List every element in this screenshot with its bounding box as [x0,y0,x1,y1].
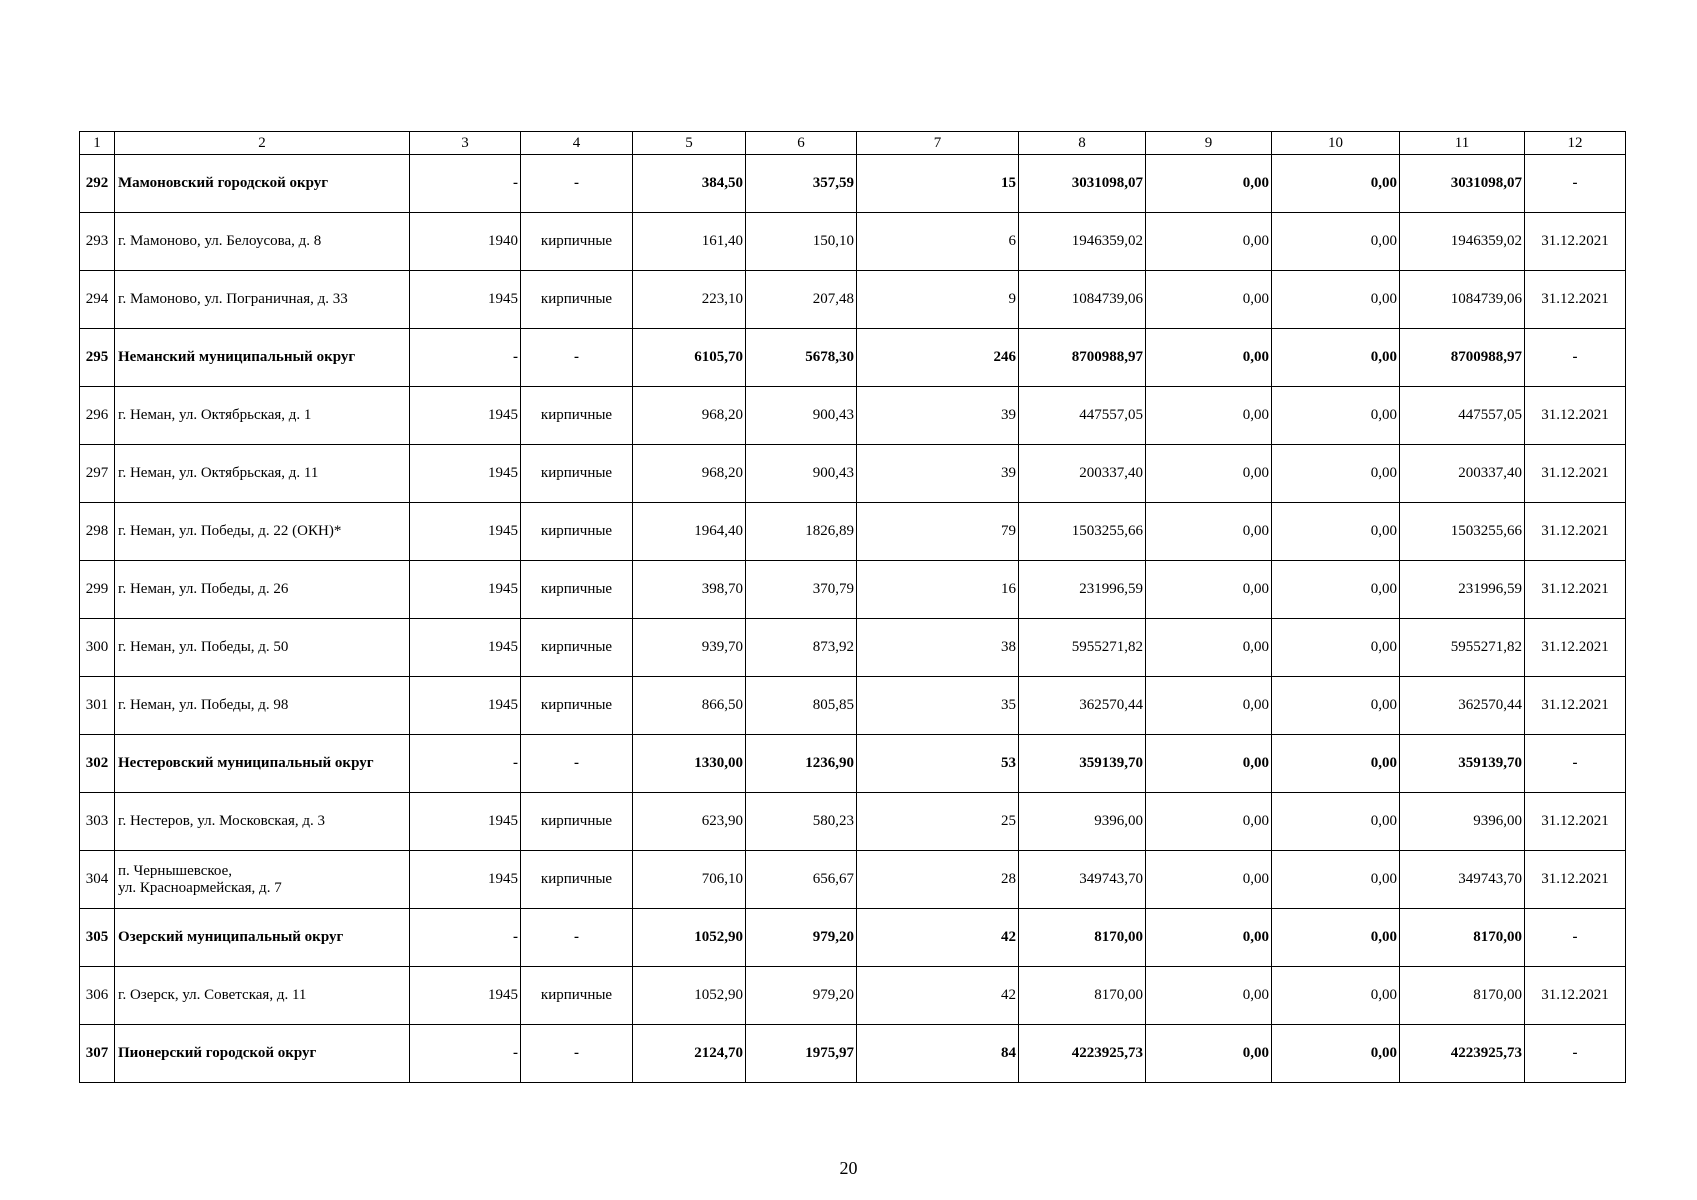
cell-col-residents: 79 [857,503,1019,561]
cell-col-area-total: 623,90 [633,793,746,851]
cell-col-index: 304 [80,851,115,909]
cell-col-index: 305 [80,909,115,967]
cell-col-cost-total: 8170,00 [1019,967,1146,1025]
cell-col-area-living: 5678,30 [746,329,857,387]
cell-col-cost-other: 0,00 [1272,967,1400,1025]
cell-col-area-total: 161,40 [633,213,746,271]
header-col-year: 3 [410,132,521,155]
cell-col-area-total: 1964,40 [633,503,746,561]
header-col-material: 4 [521,132,633,155]
cell-col-material: кирпичные [521,677,633,735]
cell-col-cost-fund: 0,00 [1146,561,1272,619]
cell-col-index: 295 [80,329,115,387]
cell-col-address: г. Озерск, ул. Советская, д. 11 [115,967,410,1025]
cell-col-cost-fund: 0,00 [1146,1025,1272,1083]
cell-col-deadline: 31.12.2021 [1525,677,1626,735]
cell-col-area-living: 805,85 [746,677,857,735]
cell-col-area-total: 398,70 [633,561,746,619]
cell-col-cost-total: 9396,00 [1019,793,1146,851]
cell-col-cost-local: 200337,40 [1400,445,1525,503]
cell-col-residents: 9 [857,271,1019,329]
header-col-cost-fund: 9 [1146,132,1272,155]
cell-col-year: 1945 [410,793,521,851]
cell-col-address: Неманский муниципальный округ [115,329,410,387]
cell-col-material: кирпичные [521,445,633,503]
cell-col-year: 1945 [410,561,521,619]
cell-col-material: - [521,155,633,213]
cell-col-cost-other: 0,00 [1272,909,1400,967]
cell-col-cost-total: 200337,40 [1019,445,1146,503]
cell-col-cost-fund: 0,00 [1146,619,1272,677]
cell-col-area-living: 207,48 [746,271,857,329]
table-row [80,213,1626,271]
cell-col-cost-total: 349743,70 [1019,851,1146,909]
cell-col-area-living: 900,43 [746,387,857,445]
cell-col-area-living: 979,20 [746,909,857,967]
cell-col-address: г. Неман, ул. Победы, д. 50 [115,619,410,677]
table-row [80,445,1626,503]
cell-col-cost-total: 1084739,06 [1019,271,1146,329]
cell-col-material: кирпичные [521,619,633,677]
cell-col-area-total: 384,50 [633,155,746,213]
cell-col-cost-other: 0,00 [1272,329,1400,387]
cell-col-area-total: 1330,00 [633,735,746,793]
cell-col-cost-fund: 0,00 [1146,851,1272,909]
cell-col-residents: 42 [857,967,1019,1025]
cell-col-residents: 39 [857,445,1019,503]
cell-col-deadline: 31.12.2021 [1525,271,1626,329]
cell-col-area-living: 580,23 [746,793,857,851]
cell-col-year: - [410,909,521,967]
cell-col-area-total: 968,20 [633,387,746,445]
cell-col-index: 297 [80,445,115,503]
cell-col-cost-local: 8170,00 [1400,967,1525,1025]
cell-col-cost-local: 8170,00 [1400,909,1525,967]
cell-col-area-living: 1975,97 [746,1025,857,1083]
cell-col-cost-total: 5955271,82 [1019,619,1146,677]
cell-col-address: г. Неман, ул. Победы, д. 22 (ОКН)* [115,503,410,561]
cell-col-cost-local: 447557,05 [1400,387,1525,445]
header-col-area-living: 6 [746,132,857,155]
cell-col-cost-local: 9396,00 [1400,793,1525,851]
cell-col-material: кирпичные [521,387,633,445]
cell-col-index: 293 [80,213,115,271]
cell-col-index: 299 [80,561,115,619]
cell-col-address: г. Мамоново, ул. Белоусова, д. 8 [115,213,410,271]
data-table [79,131,1626,1083]
cell-col-cost-other: 0,00 [1272,503,1400,561]
cell-col-cost-fund: 0,00 [1146,503,1272,561]
cell-col-cost-other: 0,00 [1272,445,1400,503]
cell-col-cost-total: 1946359,02 [1019,213,1146,271]
cell-col-cost-total: 8170,00 [1019,909,1146,967]
header-col-cost-local: 11 [1400,132,1525,155]
cell-col-cost-total: 8700988,97 [1019,329,1146,387]
cell-col-cost-other: 0,00 [1272,793,1400,851]
cell-col-material: кирпичные [521,851,633,909]
cell-col-year: 1945 [410,677,521,735]
cell-col-index: 292 [80,155,115,213]
cell-col-cost-total: 4223925,73 [1019,1025,1146,1083]
cell-col-year: - [410,329,521,387]
cell-col-cost-fund: 0,00 [1146,735,1272,793]
cell-col-year: 1945 [410,387,521,445]
cell-col-material: кирпичные [521,503,633,561]
cell-col-index: 294 [80,271,115,329]
cell-col-index: 298 [80,503,115,561]
cell-col-cost-local: 8700988,97 [1400,329,1525,387]
cell-col-area-living: 1826,89 [746,503,857,561]
cell-col-address: г. Неман, ул. Победы, д. 98 [115,677,410,735]
cell-col-area-living: 150,10 [746,213,857,271]
cell-col-material: - [521,1025,633,1083]
cell-col-address: Мамоновский городской округ [115,155,410,213]
cell-col-cost-other: 0,00 [1272,561,1400,619]
cell-col-area-living: 979,20 [746,967,857,1025]
cell-col-cost-other: 0,00 [1272,1025,1400,1083]
table-row [80,387,1626,445]
header-col-area-total: 5 [633,132,746,155]
cell-col-residents: 25 [857,793,1019,851]
cell-col-year: - [410,735,521,793]
cell-col-deadline: 31.12.2021 [1525,793,1626,851]
cell-col-material: кирпичные [521,967,633,1025]
cell-col-deadline: 31.12.2021 [1525,387,1626,445]
cell-col-deadline: 31.12.2021 [1525,619,1626,677]
cell-col-cost-fund: 0,00 [1146,677,1272,735]
cell-col-index: 301 [80,677,115,735]
table-row [80,793,1626,851]
table-row-district-total [80,735,1626,793]
table-row [80,561,1626,619]
cell-col-address: г. Неман, ул. Октябрьская, д. 11 [115,445,410,503]
header-col-cost-total: 8 [1019,132,1146,155]
cell-col-area-total: 1052,90 [633,909,746,967]
cell-col-cost-total: 362570,44 [1019,677,1146,735]
cell-col-residents: 35 [857,677,1019,735]
cell-col-address: г. Неман, ул. Победы, д. 26 [115,561,410,619]
table-row-district-total [80,329,1626,387]
cell-col-index: 303 [80,793,115,851]
cell-col-residents: 15 [857,155,1019,213]
cell-col-area-living: 873,92 [746,619,857,677]
cell-col-material: - [521,909,633,967]
cell-col-year: 1945 [410,503,521,561]
cell-col-cost-other: 0,00 [1272,619,1400,677]
cell-col-cost-local: 5955271,82 [1400,619,1525,677]
cell-col-year: 1945 [410,851,521,909]
cell-col-area-living: 370,79 [746,561,857,619]
header-col-residents: 7 [857,132,1019,155]
header-col-address: 2 [115,132,410,155]
cell-col-year: 1940 [410,213,521,271]
cell-col-deadline: 31.12.2021 [1525,561,1626,619]
header-col-cost-other: 10 [1272,132,1400,155]
cell-col-index: 306 [80,967,115,1025]
cell-col-deadline: 31.12.2021 [1525,967,1626,1025]
cell-col-residents: 53 [857,735,1019,793]
cell-col-residents: 39 [857,387,1019,445]
cell-col-cost-local: 4223925,73 [1400,1025,1525,1083]
cell-col-area-total: 1052,90 [633,967,746,1025]
cell-col-deadline: 31.12.2021 [1525,503,1626,561]
header-row [80,132,1626,155]
cell-col-deadline: 31.12.2021 [1525,851,1626,909]
cell-col-material: кирпичные [521,213,633,271]
cell-col-year: - [410,1025,521,1083]
cell-col-index: 296 [80,387,115,445]
cell-col-area-total: 706,10 [633,851,746,909]
cell-col-cost-local: 231996,59 [1400,561,1525,619]
page-number: 20 [839,1158,858,1178]
cell-col-address: п. Чернышевское, ул. Красноармейская, д. 7 [115,851,410,909]
cell-col-year: 1945 [410,967,521,1025]
table-row [80,271,1626,329]
cell-col-address: Озерский муниципальный округ [115,909,410,967]
cell-col-cost-local: 359139,70 [1400,735,1525,793]
cell-col-area-living: 357,59 [746,155,857,213]
cell-col-index: 307 [80,1025,115,1083]
cell-col-deadline: 31.12.2021 [1525,213,1626,271]
cell-col-cost-fund: 0,00 [1146,155,1272,213]
cell-col-material: кирпичные [521,793,633,851]
cell-col-address: г. Мамоново, ул. Пограничная, д. 33 [115,271,410,329]
cell-col-year: 1945 [410,445,521,503]
cell-col-cost-other: 0,00 [1272,387,1400,445]
cell-col-residents: 38 [857,619,1019,677]
cell-col-cost-total: 447557,05 [1019,387,1146,445]
cell-col-cost-fund: 0,00 [1146,213,1272,271]
cell-col-cost-fund: 0,00 [1146,793,1272,851]
cell-col-cost-other: 0,00 [1272,155,1400,213]
cell-col-cost-other: 0,00 [1272,213,1400,271]
table-row [80,503,1626,561]
table-row-district-total [80,1025,1626,1083]
cell-col-cost-local: 349743,70 [1400,851,1525,909]
cell-col-cost-other: 0,00 [1272,851,1400,909]
cell-col-cost-fund: 0,00 [1146,271,1272,329]
cell-col-material: кирпичные [521,561,633,619]
cell-col-index: 300 [80,619,115,677]
cell-col-deadline: - [1525,155,1626,213]
table-row [80,967,1626,1025]
cell-col-deadline: - [1525,909,1626,967]
cell-col-cost-fund: 0,00 [1146,967,1272,1025]
cell-col-index: 302 [80,735,115,793]
cell-col-cost-other: 0,00 [1272,735,1400,793]
cell-col-cost-total: 1503255,66 [1019,503,1146,561]
cell-col-residents: 246 [857,329,1019,387]
cell-col-cost-local: 3031098,07 [1400,155,1525,213]
cell-col-cost-total: 359139,70 [1019,735,1146,793]
cell-col-cost-other: 0,00 [1272,271,1400,329]
cell-col-material: кирпичные [521,271,633,329]
table-row [80,851,1626,909]
cell-col-address: Пионерский городской округ [115,1025,410,1083]
cell-col-cost-total: 231996,59 [1019,561,1146,619]
table-row-district-total [80,155,1626,213]
cell-col-cost-local: 362570,44 [1400,677,1525,735]
table-row [80,677,1626,735]
table-row-district-total [80,909,1626,967]
cell-col-year: 1945 [410,619,521,677]
cell-col-material: - [521,329,633,387]
cell-col-area-total: 2124,70 [633,1025,746,1083]
cell-col-residents: 6 [857,213,1019,271]
cell-col-area-total: 223,10 [633,271,746,329]
cell-col-cost-local: 1946359,02 [1400,213,1525,271]
table-row [80,619,1626,677]
header-col-index: 1 [80,132,115,155]
cell-col-area-total: 968,20 [633,445,746,503]
cell-col-address: г. Нестеров, ул. Московская, д. 3 [115,793,410,851]
cell-col-cost-total: 3031098,07 [1019,155,1146,213]
cell-col-deadline: - [1525,1025,1626,1083]
cell-col-area-total: 939,70 [633,619,746,677]
cell-col-year: 1945 [410,271,521,329]
cell-col-area-living: 900,43 [746,445,857,503]
cell-col-residents: 16 [857,561,1019,619]
cell-col-address: Нестеровский муниципальный округ [115,735,410,793]
cell-col-area-living: 656,67 [746,851,857,909]
cell-col-area-living: 1236,90 [746,735,857,793]
cell-col-residents: 42 [857,909,1019,967]
cell-col-cost-fund: 0,00 [1146,909,1272,967]
cell-col-residents: 84 [857,1025,1019,1083]
cell-col-deadline: 31.12.2021 [1525,445,1626,503]
table-body [80,155,1626,1083]
cell-col-address: г. Неман, ул. Октябрьская, д. 1 [115,387,410,445]
cell-col-area-total: 866,50 [633,677,746,735]
cell-col-area-total: 6105,70 [633,329,746,387]
cell-col-cost-fund: 0,00 [1146,329,1272,387]
cell-col-cost-local: 1503255,66 [1400,503,1525,561]
header-col-deadline: 12 [1525,132,1626,155]
cell-col-residents: 28 [857,851,1019,909]
cell-col-cost-local: 1084739,06 [1400,271,1525,329]
cell-col-material: - [521,735,633,793]
cell-col-cost-fund: 0,00 [1146,387,1272,445]
cell-col-year: - [410,155,521,213]
cell-col-cost-other: 0,00 [1272,677,1400,735]
cell-col-deadline: - [1525,735,1626,793]
cell-col-cost-fund: 0,00 [1146,445,1272,503]
cell-col-deadline: - [1525,329,1626,387]
